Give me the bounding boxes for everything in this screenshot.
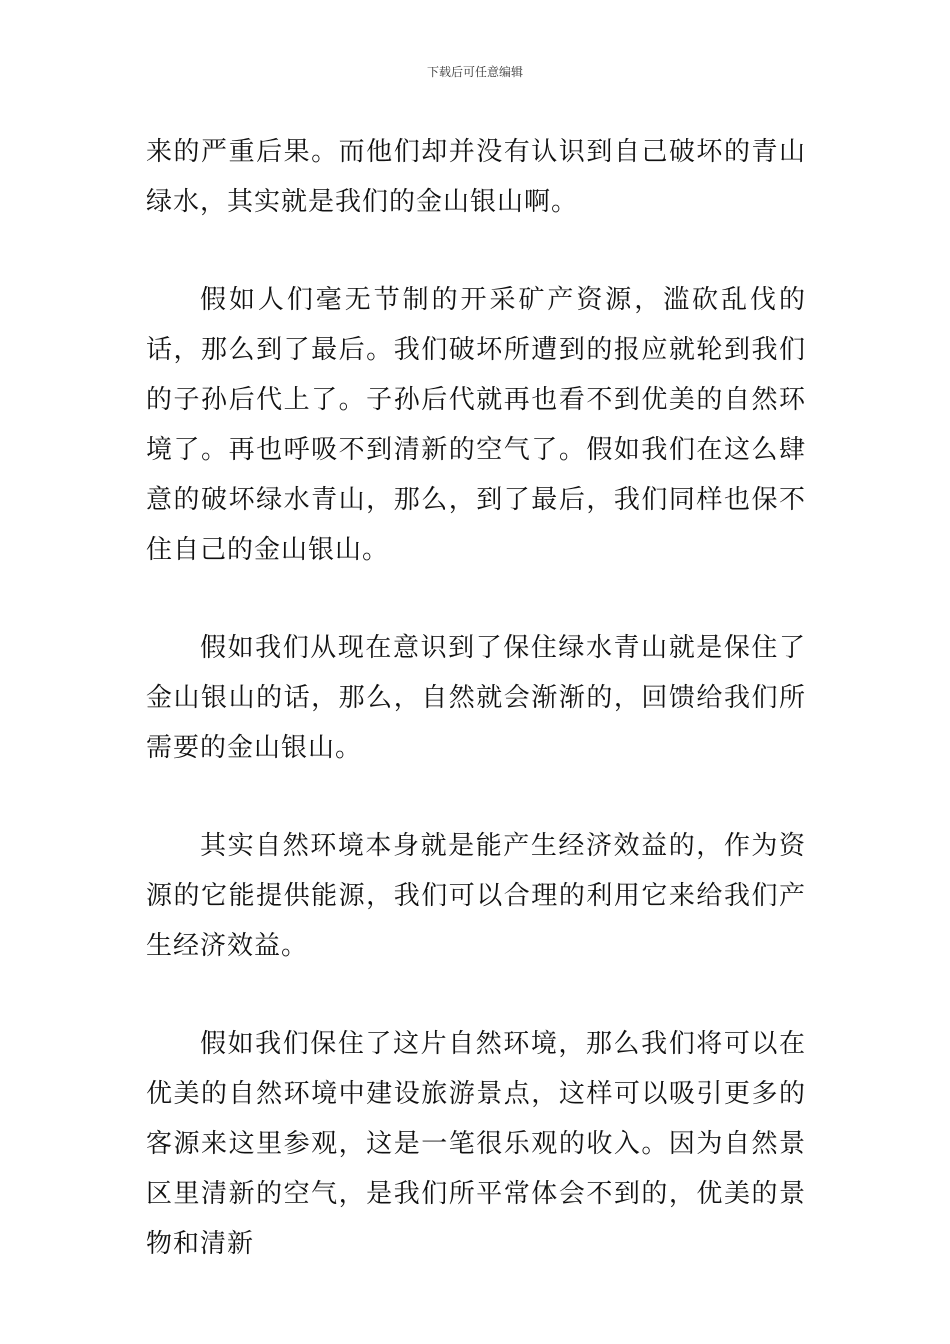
- paragraph-4: 其实自然环境本身就是能产生经济效益的，作为资源的它能提供能源，我们可以合理的利用它来给我们产生经济效益。: [146, 831, 806, 961]
- paragraph-2: 假如人们毫无节制的开采矿产资源，滥砍乱伐的话，那么到了最后。我们破坏所遭到的报应就轮到我们的子孙后代上了。子孙后代就再也看不到优美的自然环境了。再也呼吸不到清新的空气了。假如我们在这么肆意的破坏绿水青山，那么，到了最后，我们同样也保不住自己的金山银山。: [146, 285, 806, 565]
- document-body: [146, 127, 806, 1317]
- paragraph-1: 来的严重后果。而他们却并没有认识到自己破坏的青山绿水，其实就是我们的金山银山啊。: [146, 137, 806, 217]
- page-header: 下载后可任意编辑: [426, 65, 523, 79]
- paragraph-5: 假如我们保住了这片自然环境，那么我们将可以在优美的自然环境中建设旅游景点，这样可以吸引更多的客源来这里参观，这是一笔很乐观的收入。因为自然景区里清新的空气，是我们所平常体会不到的，优美的景物和清新: [146, 1029, 806, 1259]
- paragraph-3: 假如我们从现在意识到了保住绿水青山就是保住了金山银山的话，那么，自然就会渐渐的，回馈给我们所需要的金山银山。: [146, 633, 806, 763]
